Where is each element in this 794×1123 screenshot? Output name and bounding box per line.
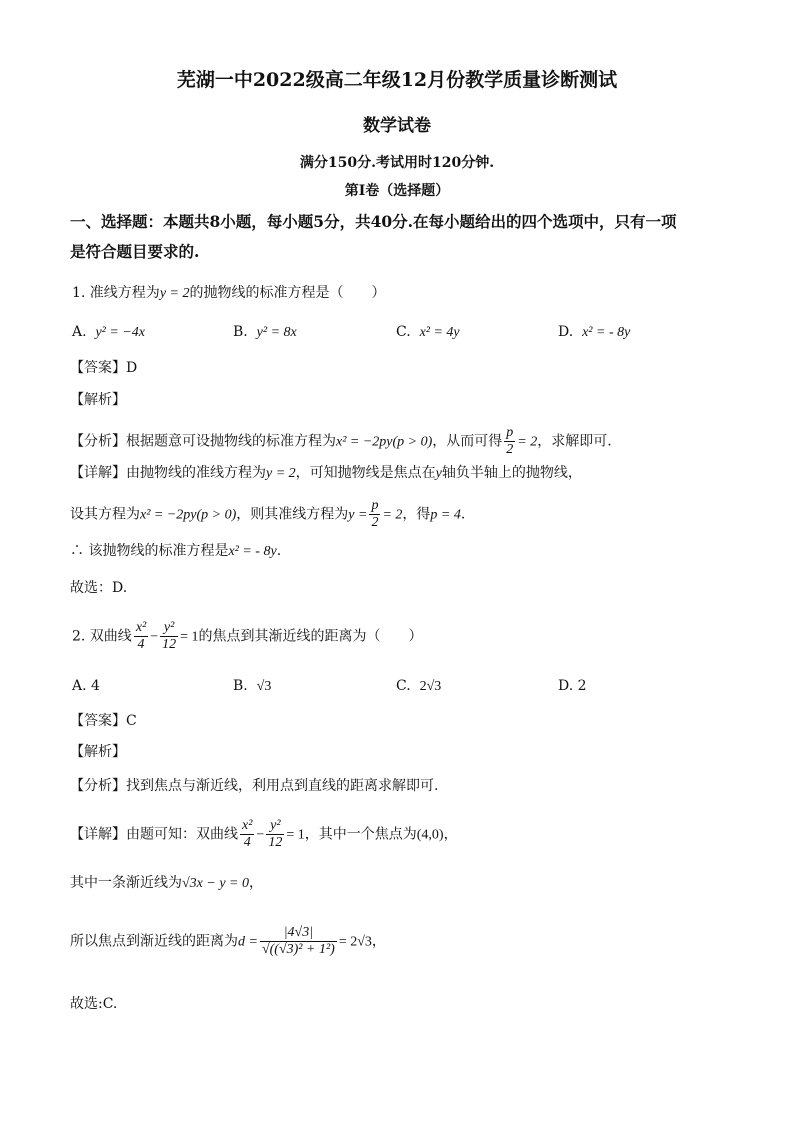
q1-stem-math: y = 2 (159, 286, 190, 301)
volume-heading: 第I卷（选择题） (344, 183, 450, 199)
q2-option-a: A. 4 (72, 678, 100, 694)
q2-stem: 2. 双曲线 $\frac{\text{x²}}{4}$ − $\frac{\text{y²}}{12}$ = 1的焦点到其渐近线的距离为（ ） (72, 620, 423, 652)
q1-option-b: B. y² = 8x (233, 324, 297, 340)
q2-stem-fraction-y: $\frac{\text{y²}}{12}$ (162, 620, 177, 652)
q1-analysis-tag: 【解析】 (70, 392, 126, 408)
q2-analysis-tag: 【解析】 (70, 744, 126, 760)
page-title: 芜湖一中2022级高二年级12月份教学质量诊断测试 (176, 69, 618, 91)
q2-xiangjie-line2: 其中一条渐近线为√3x − y = 0， (70, 875, 264, 891)
q2-xiangjie-line1: 【详解】由题可知：双曲线 $\frac{\text{x²}}{4}$ − $\frac{\text{y²}}{12}$ = 1，其中一个焦点为(4,0)， (70, 818, 458, 850)
q1-xiangjie-line2: 设其方程为x² = −2py(p > 0)，则其准线方程为y = $\frac{p}{2}$ = 2，得p = 4. (70, 498, 466, 530)
q1-option-c: C. x² = 4y (396, 324, 460, 340)
q1-conclusion: 故选：D. (70, 580, 128, 596)
q1-option-d: D. x² = - 8y (558, 324, 631, 340)
q1-option-a: A. y² = −4x (72, 324, 145, 340)
q2-fenxi: 【分析】找到焦点与渐近线，利用点到直线的距离求解即可. (70, 778, 439, 794)
q1-fenxi: 【分析】根据题意可设抛物线的标准方程为x² = −2py(p > 0)，从而可得 $\frac{p}{2}$ = 2，求解即可. (70, 425, 612, 457)
q2-option-b: B. √3 (233, 678, 272, 694)
q2-stem-fraction-x: $\frac{\text{x²}}{4}$ (135, 620, 147, 652)
q1-xiangjie-line1: 【详解】由抛物线的准线方程为y = 2，可知抛物线是焦点在y轴负半轴上的抛物线， (70, 465, 582, 481)
q2-distance-fraction: $\frac{|4√3|}{\text{√((√3)² + 1²)}}$ (261, 925, 335, 957)
q2-xiangjie-line3: 所以焦点到渐近线的距离为d = $\frac{|4√3|}{\text{√((√3)² + 1²)}}$ = 2√3， (70, 925, 386, 957)
section-heading-line2: 是符合题目要求的. (70, 242, 200, 261)
page-subtitle: 数学试卷 (363, 116, 431, 136)
q1-answer: 【答案】D (70, 360, 138, 376)
q2-xj-fraction-x: $\frac{\text{x²}}{4}$ (242, 818, 253, 850)
exam-info: 满分150分.考试用时120分钟. (299, 155, 495, 171)
q1-stem-text-end: 的抛物线的标准方程是（ ） (189, 285, 386, 301)
q2-xj-fraction-y: $\frac{\text{y²}}{12}$ (268, 818, 283, 850)
q1-stem (72, 283, 385, 304)
section-heading-line1: 一、选择题：本题共8小题，每小题5分，共40分.在每小题给出的四个选项中，只有一项 (70, 212, 677, 231)
q1-xiangjie-fraction: $\frac{p}{2}$ (371, 498, 379, 530)
q1-xiangjie-line3: ∴ 该抛物线的标准方程是x² = - 8y. (70, 543, 282, 559)
q2-option-c: C. 2√3 (396, 678, 442, 694)
q1-fenxi-fraction: $\frac{p}{2}$ (506, 425, 514, 457)
q2-option-d: D. 2 (558, 678, 587, 694)
q2-answer: 【答案】C (70, 713, 137, 729)
q2-conclusion: 故选:C. (70, 996, 118, 1012)
q1-stem-text: 1. 准线方程为 (72, 285, 160, 301)
